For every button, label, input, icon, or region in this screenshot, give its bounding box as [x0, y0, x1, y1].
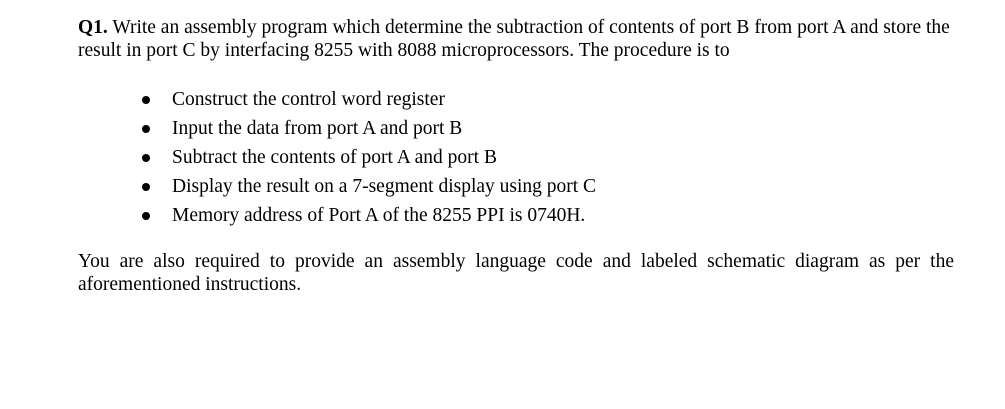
procedure-list: [140, 88, 596, 233]
bullet-icon: [142, 183, 150, 191]
question-text: Write an assembly program which determine the subtraction of contents of port B from port A and store the result in port C by interfacing 8255 with 8088 microprocessors. The procedure is to: [78, 17, 950, 61]
bullet-icon: [142, 212, 150, 220]
procedure-item-text: Subtract the contents of port A and port B: [172, 147, 497, 168]
procedure-item: [140, 146, 596, 175]
instruction-note: You are also required to provide an assembly language code and labeled schematic diagram as per the aforementioned instructions.: [78, 251, 954, 295]
question-paragraph: [78, 16, 958, 62]
procedure-item-text: Construct the control word register: [172, 89, 445, 110]
procedure-item: [140, 175, 596, 204]
procedure-item: [140, 88, 596, 117]
procedure-item-text: Display the result on a 7-segment display using port C: [172, 176, 597, 197]
procedure-item-text: Input the data from port A and port B: [172, 118, 463, 139]
question-number: Q1.: [78, 17, 108, 38]
bullet-icon: [142, 154, 150, 162]
bullet-icon: [142, 96, 150, 104]
procedure-item-text: Memory address of Port A of the 8255 PPI is 0740H.: [172, 205, 586, 226]
procedure-item: [140, 204, 596, 233]
bullet-icon: [142, 125, 150, 133]
procedure-item: [140, 117, 596, 146]
